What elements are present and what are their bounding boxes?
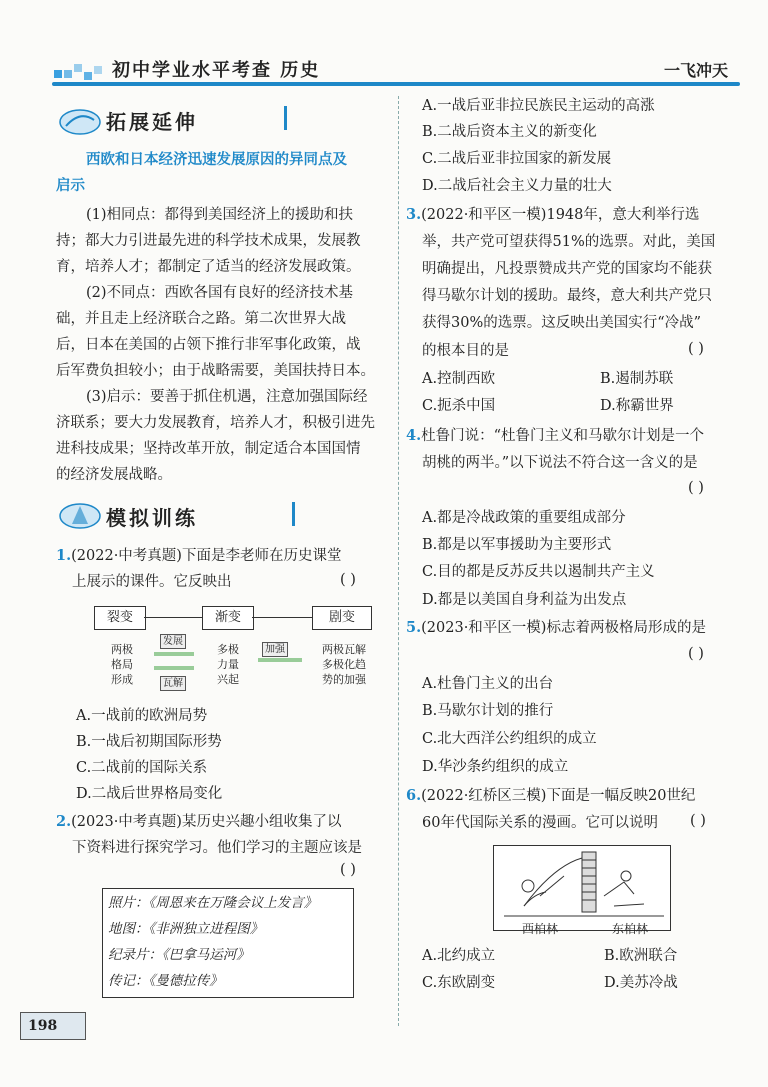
q5-answer-blank[interactable]: ( )	[688, 646, 704, 662]
expand-line: 后军费负担较小；由于战略需要，美国扶持日本。	[56, 363, 375, 379]
q4-stem-cont: 胡桃的两半。”以下说法不符合这一含义的是	[422, 455, 698, 471]
flow-arrow-right	[258, 658, 302, 662]
q5-stem	[406, 618, 706, 638]
q2-option-c[interactable]: C.二战后亚非拉国家的新发展	[422, 151, 612, 167]
q3-stem-text: (2022·和平区一模)1948年，意大利举行选	[421, 207, 700, 223]
flow-text-left: 两极 格局 形成	[111, 643, 133, 686]
expand-line: 济联系；要大力发展教育，培养人才，积极引进先	[56, 415, 375, 431]
expand-section-icon	[58, 106, 102, 136]
q6-stem-text: (2022·红桥区三模)下面是一幅反映20世纪	[421, 788, 696, 804]
q2-answer-blank[interactable]: ( )	[340, 862, 356, 878]
q1-option-d[interactable]: D.二战后世界格局变化	[76, 786, 223, 802]
q3-stem-cont: 获得30%的选票。这反映出美国实行“冷战”	[422, 315, 702, 331]
q2-resource: 纪录片：《巴拿马运河》	[108, 947, 250, 963]
q5-option-b[interactable]: B.马歇尔计划的推行	[422, 703, 554, 719]
flow-text-right: 两极瓦解 多极化趋 势的加强	[322, 643, 366, 686]
expand-section-bar	[106, 106, 287, 130]
practice-section-icon	[58, 500, 102, 530]
q1-stem-cont: 上展示的课件。它反映出	[72, 574, 232, 590]
expand-line: 的经济发展战略。	[56, 467, 172, 483]
column-divider	[398, 96, 399, 1026]
q3-stem	[406, 205, 699, 225]
flow-connector	[252, 617, 312, 618]
header-logo	[54, 60, 104, 82]
q1-number: 1.	[56, 547, 72, 564]
q4-stem	[406, 426, 704, 446]
q2-stem-cont: 下资料进行探究学习。他们学习的主题应该是	[72, 840, 362, 856]
expand-line: 进科技成果；坚持改革开放，制定适合本国国情	[56, 441, 361, 457]
flow-arrow-left	[154, 666, 194, 670]
practice-section-title: 模拟训练	[106, 506, 198, 530]
expand-line: 育，培养人才；都制定了适当的经济发展政策。	[56, 259, 361, 275]
expand-section-title: 拓展延伸	[106, 110, 198, 134]
q1-option-b[interactable]: B.一战后初期国际形势	[76, 734, 222, 750]
q4-answer-blank[interactable]: ( )	[688, 480, 704, 496]
flow-box-split: 裂变	[94, 606, 146, 630]
q1-stem	[56, 546, 341, 566]
q3-option-d[interactable]: D.称霸世界	[600, 398, 674, 414]
q2-option-a[interactable]: A.一战后亚非拉民族民主运动的高涨	[422, 98, 655, 114]
q3-stem-cont: 得马歇尔计划的援助。最终，意大利共产党只	[422, 288, 712, 304]
q2-stem-text: (2023·中考真题)某历史兴趣小组收集了以	[71, 814, 342, 830]
flow-tag-top: 发展	[160, 634, 186, 649]
q3-answer-blank[interactable]: ( )	[688, 341, 704, 357]
q2-resource: 照片：《周恩来在万隆会议上发言》	[108, 895, 318, 911]
q2-option-b[interactable]: B.二战后资本主义的新变化	[422, 124, 597, 140]
q3-stem-cont: 的根本目的是	[422, 343, 509, 359]
expand-subtitle: 西欧和日本经济迅速发展原因的异同点及	[86, 151, 347, 168]
q5-option-a[interactable]: A.杜鲁门主义的出台	[422, 676, 554, 692]
brand-logo: 一飞冲天	[664, 61, 729, 80]
q1-option-c[interactable]: C.二战前的国际关系	[76, 760, 208, 776]
q3-stem-cont: 举，共产党可望获得51%的选票。对此，美国	[422, 234, 716, 250]
header-title: 初中学业水平考查 历史	[112, 60, 321, 81]
q2-resource: 地图：《非洲独立进程图》	[108, 921, 264, 937]
flow-connector	[144, 617, 202, 618]
berlin-wall-cartoon	[493, 845, 671, 931]
q4-option-b[interactable]: B.都是以军事援助为主要形式	[422, 537, 612, 553]
q6-answer-blank[interactable]: ( )	[690, 813, 706, 829]
expand-line: 础，并且走上经济联合之路。第二次世界大战	[56, 311, 346, 327]
flow-arrow-right	[154, 652, 194, 656]
q6-stem	[406, 786, 695, 806]
expand-line: (1)相同点：都得到美国经济上的援助和扶	[86, 207, 354, 223]
cartoon-label-east: 东柏林	[612, 922, 649, 936]
q5-option-d[interactable]: D.华沙条约组织的成立	[422, 759, 569, 775]
header-rule	[52, 82, 740, 86]
q6-option-a[interactable]: A.北约成立	[422, 948, 496, 964]
expand-line: 后，日本在美国的占领下推行非军事化政策，战	[56, 337, 361, 353]
flow-box-drastic: 剧变	[312, 606, 372, 630]
q6-option-c[interactable]: C.东欧剧变	[422, 975, 496, 991]
q3-stem-cont: 明确提出，凡投票赞成共产党的国家均不能获	[422, 261, 712, 277]
q5-stem-text: (2023·和平区一模)标志着两极格局形成的是	[421, 620, 706, 636]
q3-option-c[interactable]: C.扼杀中国	[422, 398, 496, 414]
page-number: 198	[28, 1018, 58, 1034]
q6-option-d[interactable]: D.美苏冷战	[604, 975, 678, 991]
q6-option-b[interactable]: B.欧洲联合	[604, 948, 678, 964]
flow-box-gradual: 渐变	[202, 606, 254, 630]
q2-number: 2.	[56, 813, 72, 830]
q4-option-a[interactable]: A.都是冷战政策的重要组成部分	[422, 510, 626, 526]
q1-stem-text: (2022·中考真题)下面是李老师在历史课堂	[71, 548, 342, 564]
berlin-wall-drawing	[494, 846, 670, 930]
q5-number: 5.	[406, 619, 422, 636]
q2-resource: 传记：《曼德拉传》	[108, 973, 223, 989]
q4-option-d[interactable]: D.都是以美国自身利益为出发点	[422, 592, 627, 608]
flow-tag-bottom: 瓦解	[160, 676, 186, 691]
q4-option-c[interactable]: C.目的都是反苏反共以遏制共产主义	[422, 564, 655, 580]
q6-number: 6.	[406, 787, 422, 804]
q1-answer-blank[interactable]: ( )	[340, 572, 356, 588]
cartoon-label-west: 西柏林	[522, 922, 559, 936]
q3-option-b[interactable]: B.遏制苏联	[600, 371, 674, 387]
q4-stem-text: 杜鲁门说：“杜鲁门主义和马歇尔计划是一个	[421, 428, 705, 444]
q2-option-d[interactable]: D.二战后社会主义力量的壮大	[422, 178, 612, 194]
q5-option-c[interactable]: C.北大西洋公约组织的成立	[422, 731, 597, 747]
q6-stem-cont: 60年代国际关系的漫画。它可以说明	[422, 815, 658, 831]
expand-subtitle-cont: 启示	[56, 177, 85, 194]
flow-tag-right: 加强	[262, 642, 288, 657]
expand-line: (2)不同点：西欧各国有良好的经济技术基	[86, 285, 354, 301]
expand-line: 持；都大力引进最先进的科学技术成果，发展教	[56, 233, 361, 249]
expand-line: (3)启示：要善于抓住机遇，注意加强国际经	[86, 389, 368, 405]
practice-section-bar	[106, 502, 295, 526]
q3-option-a[interactable]: A.控制西欧	[422, 371, 496, 387]
q1-option-a[interactable]: A.一战前的欧洲局势	[76, 708, 208, 724]
q3-number: 3.	[406, 206, 422, 223]
q4-number: 4.	[406, 427, 422, 444]
q2-stem	[56, 812, 341, 832]
flow-text-mid: 多极 力量 兴起	[217, 643, 239, 686]
